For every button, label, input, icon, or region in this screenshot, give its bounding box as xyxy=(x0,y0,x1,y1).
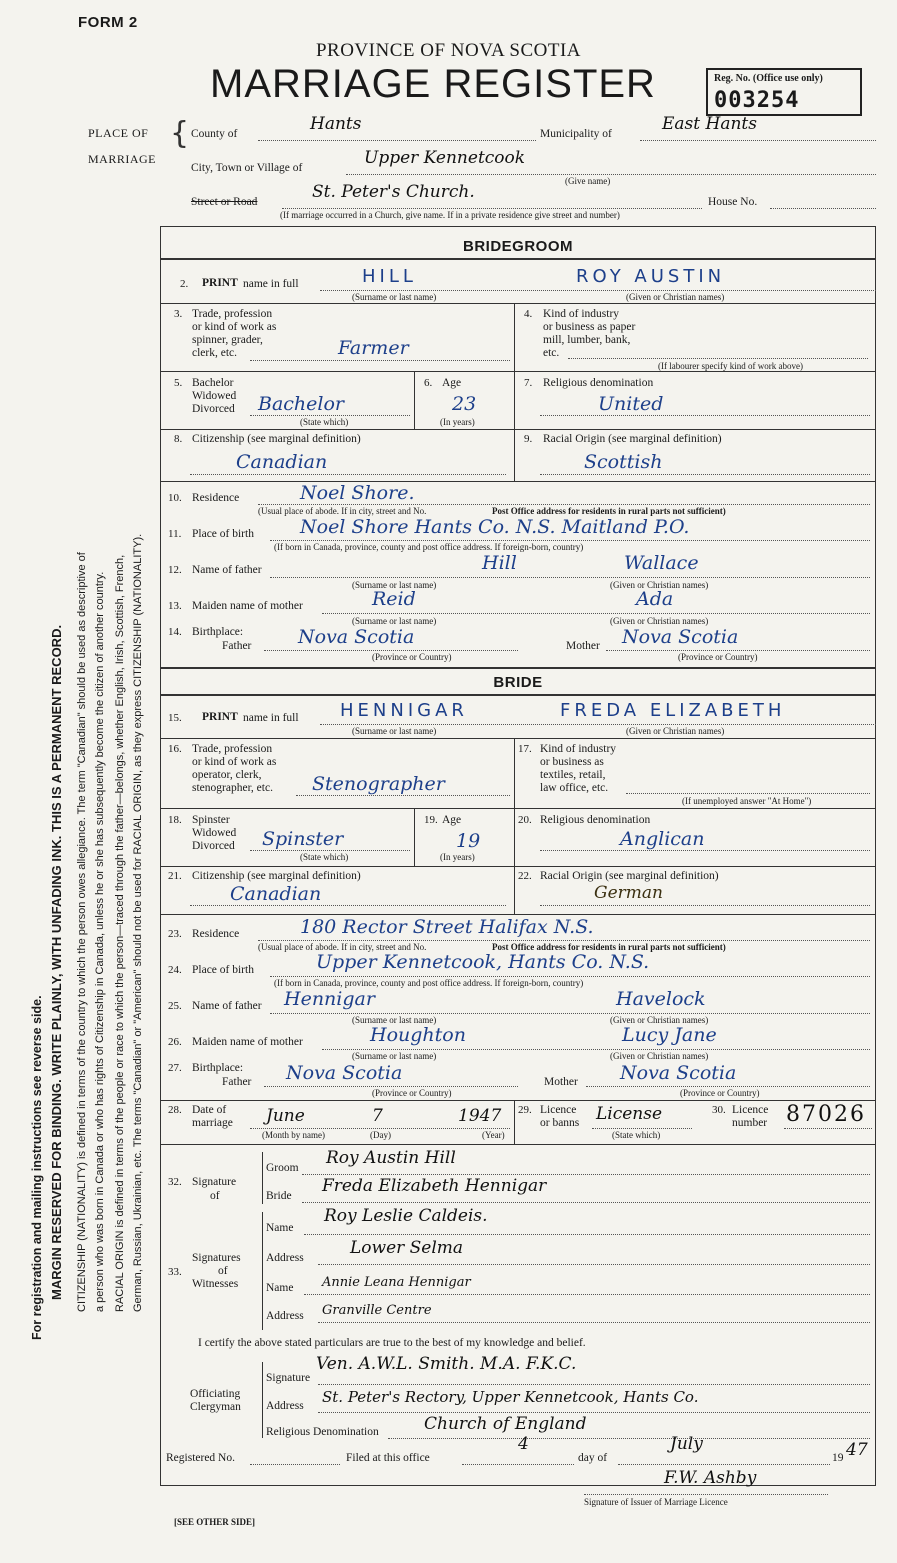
house-no-label: House No. xyxy=(708,196,758,208)
witness1-name: Roy Leslie Caldeis. xyxy=(324,1206,488,1226)
bride-racial-origin: German xyxy=(594,883,663,903)
bride-residence: 180 Rector Street Halifax N.S. xyxy=(300,916,594,938)
name-in-full-label: name in full xyxy=(243,278,299,290)
witness2-name: Annie Leana Hennigar xyxy=(322,1275,471,1290)
see-other-side: [SEE OTHER SIDE] xyxy=(174,1517,256,1527)
bride-place-of-birth: Upper Kennetcook, Hants Co. N.S. xyxy=(316,951,650,973)
witness1-address: Lower Selma xyxy=(350,1238,464,1258)
marriage-day: 7 xyxy=(372,1106,383,1126)
margin-binding-note: MARGIN RESERVED FOR BINDING. WRITE PLAINLY, WITH UNFADING INK. THIS IS A PERMANENT RECORD. xyxy=(49,624,64,1300)
bride-religion: Anglican xyxy=(620,828,705,850)
filed-year: 47 xyxy=(846,1440,868,1460)
bride-citizenship: Canadian xyxy=(230,883,322,905)
bride-mother-surname: Houghton xyxy=(370,1024,466,1046)
clergyman-signature: Ven. A.W.L. Smith. M.A. F.K.C. xyxy=(316,1354,577,1374)
groom-trade: Farmer xyxy=(338,337,409,359)
city-label: City, Town or Village of xyxy=(191,162,303,174)
groom-age: 23 xyxy=(452,393,477,415)
groom-surname: HILL xyxy=(362,266,417,287)
bride-heading: BRIDE xyxy=(493,674,543,691)
marriage-year: 1947 xyxy=(458,1106,502,1126)
marriage-label: MARRIAGE xyxy=(88,152,157,166)
groom-religion: United xyxy=(598,393,664,415)
reg-number-label: Reg. No. (Office use only) xyxy=(714,73,823,84)
bride-given-names: FREDA ELIZABETH xyxy=(560,700,786,721)
bride-mother-birthplace: Nova Scotia xyxy=(620,1062,737,1084)
page-title: MARRIAGE REGISTER xyxy=(210,62,656,106)
groom-place-of-birth: Noel Shore Hants Co. N.S. Maitland P.O. xyxy=(300,516,690,538)
clergyman-denomination: Church of England xyxy=(424,1414,587,1434)
issuer-caption: Signature of Issuer of Marriage Licence xyxy=(584,1497,728,1507)
reg-number-value: 003254 xyxy=(714,88,800,113)
groom-racial-origin: Scottish xyxy=(584,451,663,473)
bride-father-birthplace: Nova Scotia xyxy=(286,1062,403,1084)
groom-mother-birthplace: Nova Scotia xyxy=(622,626,739,648)
bride-mother-given: Lucy Jane xyxy=(622,1024,717,1046)
county-label: County of xyxy=(191,128,238,140)
clergyman-address: St. Peter's Rectory, Upper Kennetcook, Hants Co. xyxy=(322,1388,699,1406)
groom-father-given: Wallace xyxy=(624,552,699,574)
groom-marital-status: Bachelor xyxy=(258,393,345,415)
groom-citizenship: Canadian xyxy=(236,451,328,473)
marriage-month: June xyxy=(266,1106,305,1126)
bride-age: 19 xyxy=(456,830,481,852)
margin-citizenship-definition: CITIZENSHIP (NATIONALITY) is defined in terms of the country to which the person owes allegiance. The term "Canadian" should be used as descriptive of xyxy=(76,552,88,1312)
province-heading: PROVINCE OF NOVA SCOTIA xyxy=(315,40,582,61)
groom-father-surname: Hill xyxy=(482,552,517,574)
county-value: Hants xyxy=(310,114,362,134)
give-name-caption: (Give name) xyxy=(565,176,611,186)
bridegroom-heading: BRIDEGROOM xyxy=(463,238,573,255)
groom-father-birthplace: Nova Scotia xyxy=(298,626,415,648)
church-note: (If marriage occurred in a Church, give name. If in a private residence give street and number) xyxy=(280,210,620,220)
groom-mother-surname: Reid xyxy=(372,588,416,610)
bride-marital-status: Spinster xyxy=(262,828,344,850)
bride-surname: HENNIGAR xyxy=(340,700,468,721)
groom-signature: Roy Austin Hill xyxy=(326,1148,456,1168)
issuer-signature: F.W. Ashby xyxy=(664,1468,757,1488)
groom-given-names: ROY AUSTIN xyxy=(576,266,726,287)
filed-label: Filed at this office xyxy=(346,1452,430,1464)
groom-mother-given: Ada xyxy=(636,588,674,610)
bride-father-surname: Hennigar xyxy=(284,988,375,1010)
print-label: PRINT xyxy=(202,277,238,289)
municipality-value: East Hants xyxy=(662,114,757,134)
groom-residence: Noel Shore. xyxy=(300,482,415,504)
filed-day: 4 xyxy=(518,1434,529,1454)
licence-or-banns: License xyxy=(596,1104,663,1124)
margin-racial-definition-2: German, Russian, Ukrainian, etc. The terms "Canadian" or "American" should not be used for RACIAL ORIGIN, as they express CITIZENSHIP (NATIONALITY). xyxy=(132,533,144,1312)
witness2-address: Granville Centre xyxy=(322,1303,432,1318)
municipality-label: Municipality of xyxy=(540,128,612,140)
place-of-label: PLACE OF xyxy=(88,126,149,140)
filed-month: July xyxy=(670,1434,703,1454)
certification-statement: I certify the above stated particulars are true to the best of my knowledge and belief. xyxy=(198,1337,586,1349)
bride-trade: Stenographer xyxy=(312,773,445,795)
street-value: St. Peter's Church. xyxy=(312,182,475,202)
registration-number-box xyxy=(706,68,862,116)
form-number: FORM 2 xyxy=(78,14,138,31)
licence-number: 87026 xyxy=(786,1102,866,1127)
street-label: Street or Road xyxy=(191,196,258,208)
bride-father-given: Havelock xyxy=(616,988,706,1010)
margin-racial-definition: RACIAL ORIGIN is defined in terms of the people or race to which the person—traced through the father—belongs, whether English, Irish, Scottish, French, xyxy=(114,554,126,1312)
bride-signature: Freda Elizabeth Hennigar xyxy=(322,1176,547,1196)
place-brace: { xyxy=(170,116,190,151)
city-value: Upper Kennetcook xyxy=(364,148,526,168)
margin-citizenship-definition-2: a person who was born in Canada or who has rights of Citizenship in Canada, unless he or she has subsequently become the citizen of another country. xyxy=(94,571,106,1312)
margin-instructions: For registration and mailing instructions see reverse side. xyxy=(30,995,44,1340)
registered-no-label: Registered No. xyxy=(166,1452,235,1464)
